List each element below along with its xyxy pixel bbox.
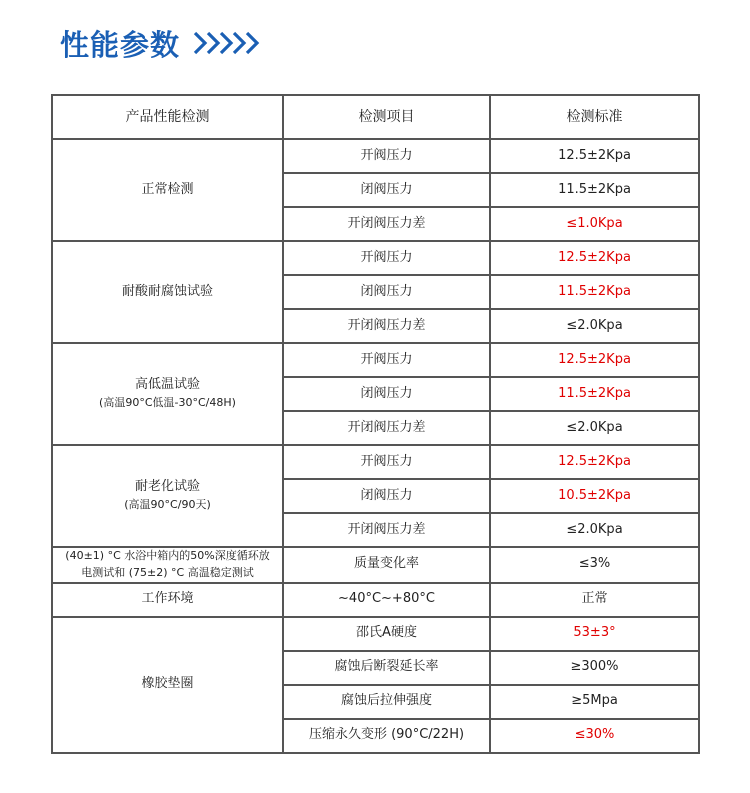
test-item-cell: 压缩永久变形 (90°C/22H) [283, 719, 490, 753]
section-heading [60, 22, 264, 64]
spec-table [51, 94, 700, 754]
standard-value-cell: 10.5±2Kpa [490, 479, 699, 513]
standard-value-cell: ≤3% [490, 547, 699, 583]
category-cell [52, 583, 283, 617]
test-item-cell: 腐蚀后拉伸强度 [283, 685, 490, 719]
standard-value-cell: ≤1.0Kpa [490, 207, 699, 241]
standard-value-cell: ≤2.0Kpa [490, 513, 699, 547]
category-label: 耐酸耐腐蚀试验 [121, 283, 213, 299]
category-cell [52, 139, 283, 241]
column-header: 产品性能检测 [52, 95, 283, 139]
category-label: 耐老化试验 [134, 479, 200, 495]
test-item-cell: 开阀压力 [283, 343, 490, 377]
table-row [52, 139, 699, 173]
category-label: 正常检测 [141, 181, 194, 197]
table-row [52, 547, 699, 583]
test-item-cell: 邵氏A硬度 [283, 617, 490, 651]
test-item-cell: 开闭阀压力差 [283, 513, 490, 547]
test-item-cell: ~40°C~+80°C [283, 583, 490, 617]
category-cell [52, 445, 283, 547]
standard-value-cell: 11.5±2Kpa [490, 173, 699, 207]
column-header: 检测项目 [283, 95, 490, 139]
standard-value-cell: ≤2.0Kpa [490, 309, 699, 343]
chevrons-right-icon [192, 30, 264, 56]
standard-value-cell: ≥300% [490, 651, 699, 685]
standard-value-cell: ≤2.0Kpa [490, 411, 699, 445]
standard-value-cell: 53±3° [490, 617, 699, 651]
column-header: 检测标准 [490, 95, 699, 139]
test-item-cell: 闭阀压力 [283, 479, 490, 513]
standard-value-cell: 12.5±2Kpa [490, 343, 699, 377]
test-item-cell: 开阀压力 [283, 139, 490, 173]
standard-value-cell: 12.5±2Kpa [490, 241, 699, 275]
test-item-cell: 闭阀压力 [283, 275, 490, 309]
category-label: 高低温试验 [134, 377, 200, 393]
test-item-cell: 开闭阀压力差 [283, 411, 490, 445]
category-label: 工作环境 [141, 591, 194, 607]
standard-value-cell: ≥5Mpa [490, 685, 699, 719]
standard-value-cell: 12.5±2Kpa [490, 139, 699, 173]
table-row [52, 617, 699, 651]
test-item-cell: 闭阀压力 [283, 377, 490, 411]
category-condition: (高温90°C/90天) [124, 498, 211, 512]
table-header-row [52, 95, 699, 139]
category-cell [52, 547, 283, 583]
test-item-cell: 开阀压力 [283, 241, 490, 275]
category-condition: (高温90°C低温-30°C/48H) [99, 396, 236, 410]
test-item-cell: 闭阀压力 [283, 173, 490, 207]
table-row [52, 241, 699, 275]
category-cell [52, 343, 283, 445]
category-cell [52, 241, 283, 343]
table-row [52, 445, 699, 479]
standard-value-cell: 11.5±2Kpa [490, 377, 699, 411]
standard-value-cell: 12.5±2Kpa [490, 445, 699, 479]
table-row [52, 583, 699, 617]
standard-value-cell: ≤30% [490, 719, 699, 753]
standard-value-cell: 正常 [490, 583, 699, 617]
test-item-cell: 开闭阀压力差 [283, 309, 490, 343]
table-row [52, 343, 699, 377]
standard-value-cell: 11.5±2Kpa [490, 275, 699, 309]
category-cell [52, 617, 283, 753]
test-item-cell: 质量变化率 [283, 547, 490, 583]
page-title: 性能参数 [60, 27, 181, 62]
test-item-cell: 开闭阀压力差 [283, 207, 490, 241]
category-label: 橡胶垫圈 [141, 676, 194, 692]
category-label: (40±1) °C 水浴中箱内的50%深度循环放电测试和 (75±2) °C 高温稳定测试 [65, 549, 270, 579]
test-item-cell: 开阀压力 [283, 445, 490, 479]
test-item-cell: 腐蚀后断裂延长率 [283, 651, 490, 685]
